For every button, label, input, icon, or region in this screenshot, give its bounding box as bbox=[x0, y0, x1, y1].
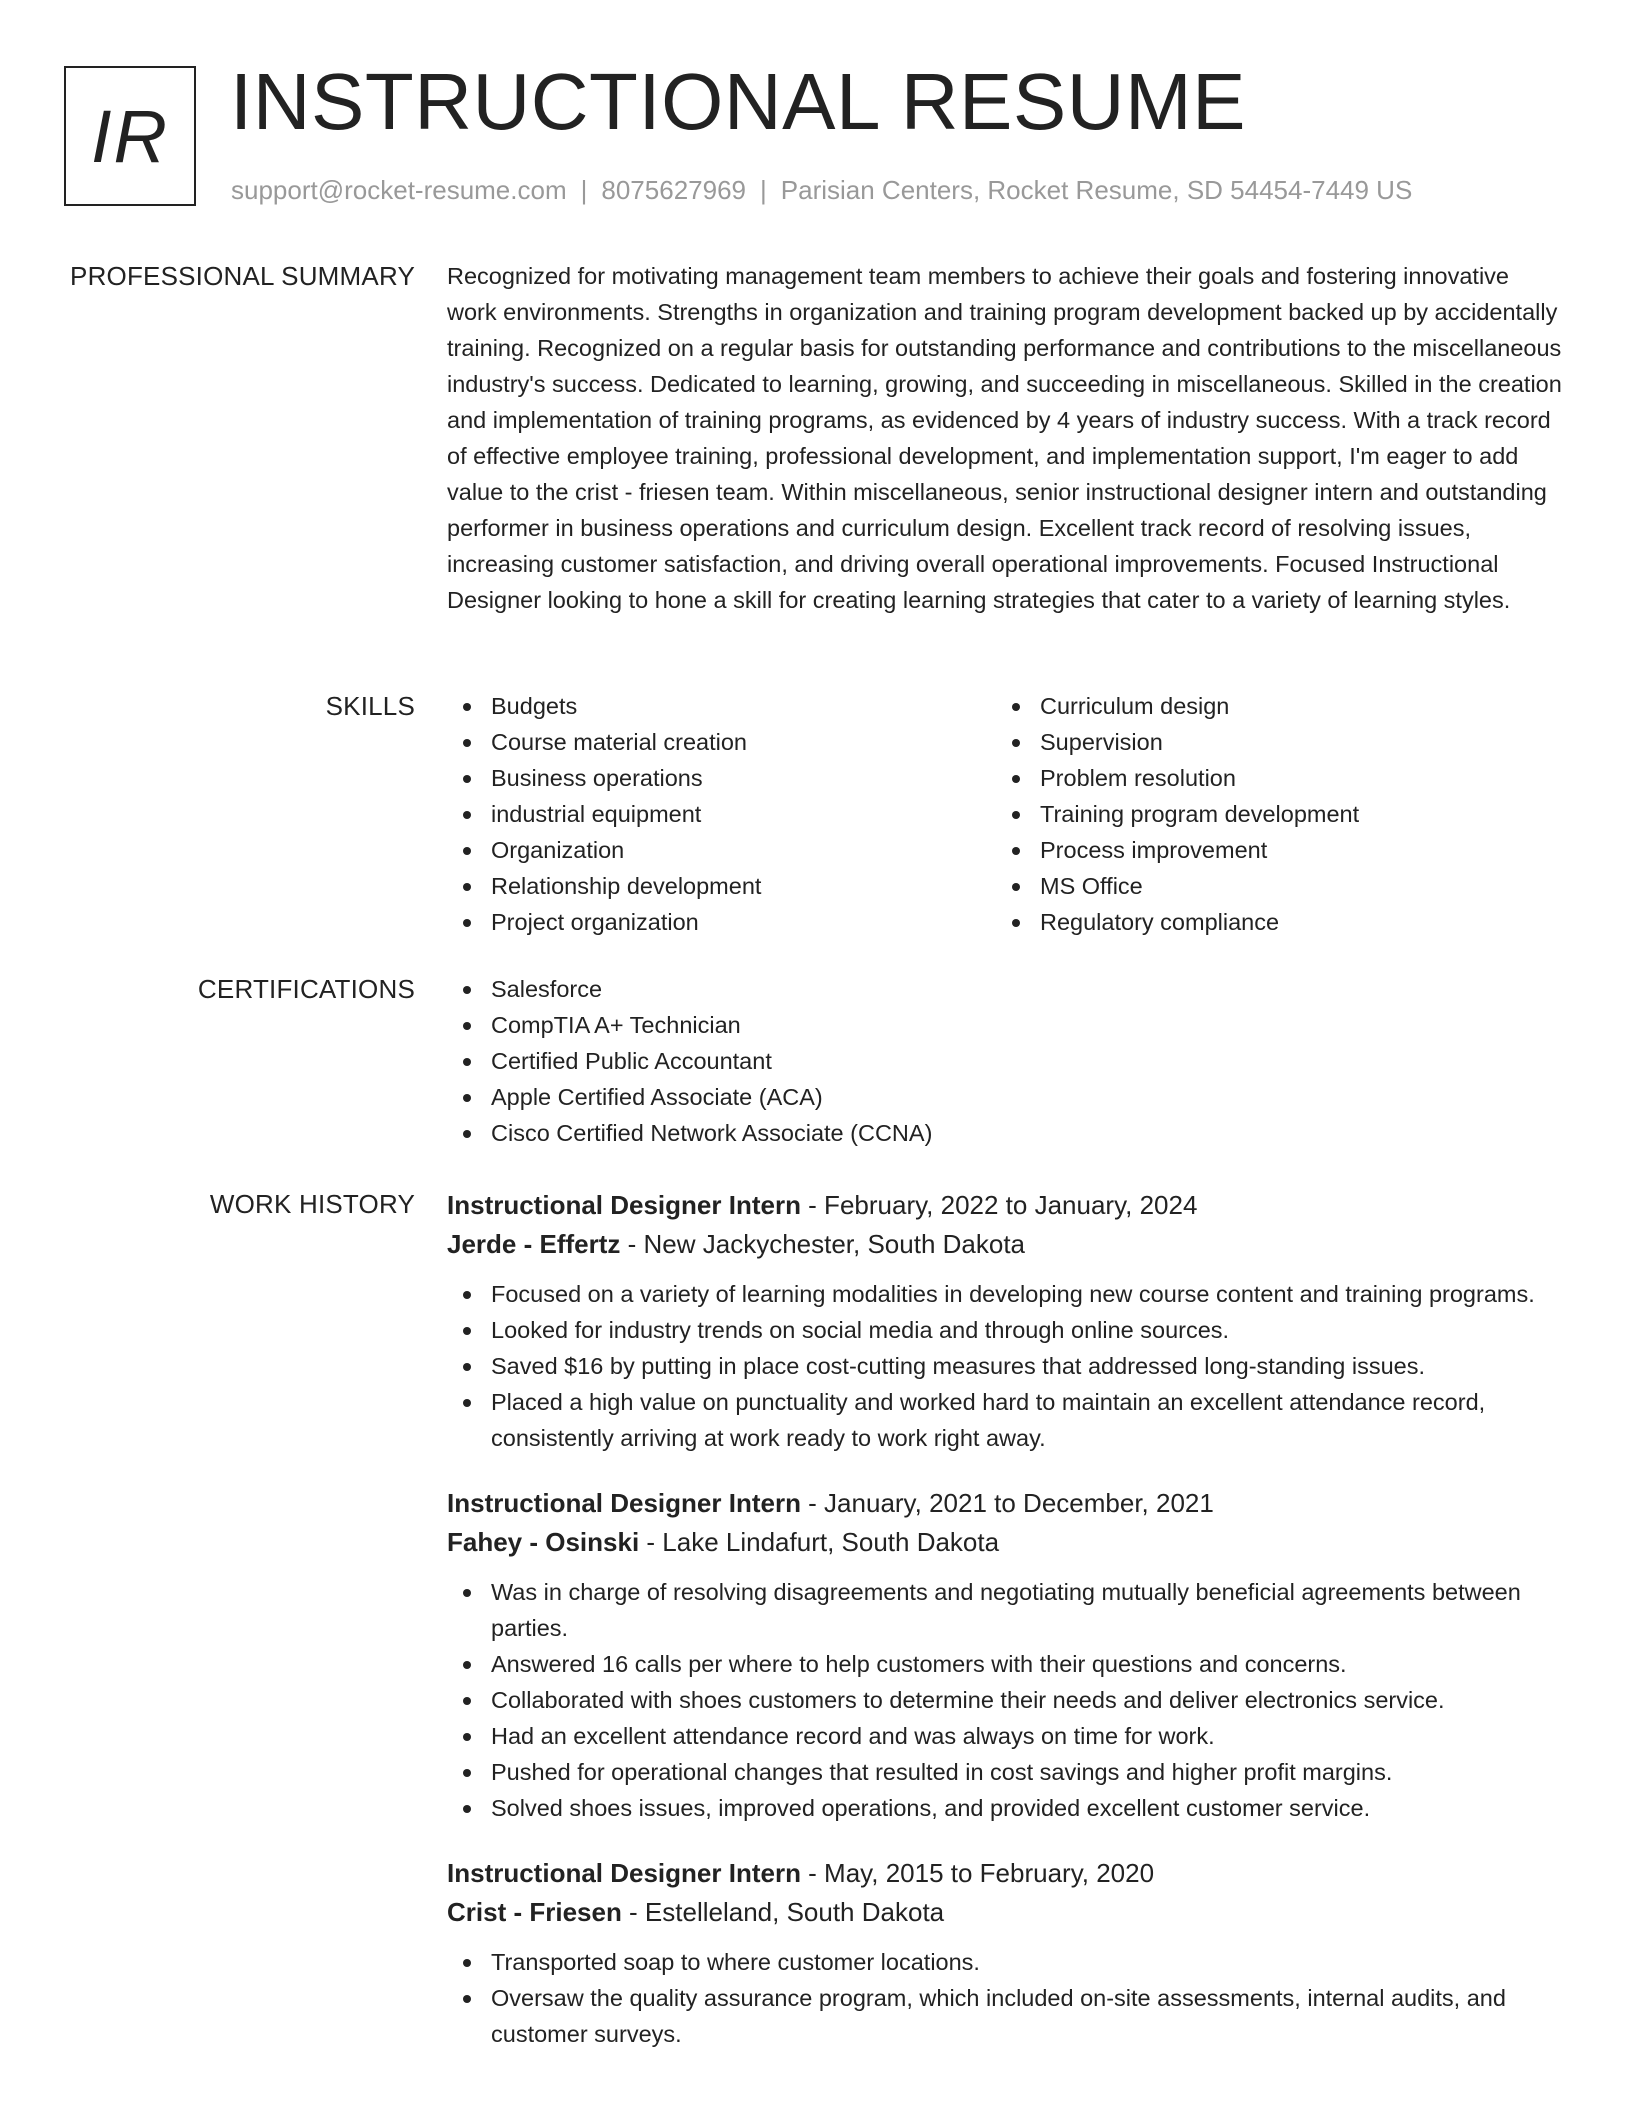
job-duties-list bbox=[447, 1574, 1562, 1826]
job-location: - New Jackychester, South Dakota bbox=[620, 1229, 1026, 1259]
skill-item: Course material creation bbox=[447, 724, 996, 760]
job-location: - Lake Lindafurt, South Dakota bbox=[639, 1527, 1000, 1557]
job-title-line bbox=[447, 1186, 1562, 1225]
job-title-line bbox=[447, 1854, 1562, 1893]
job-company: Crist - Friesen bbox=[447, 1897, 622, 1927]
skill-item: Training program development bbox=[996, 796, 1545, 832]
job-company: Fahey - Osinski bbox=[447, 1527, 640, 1557]
job-dates: - January, 2021 to December, 2021 bbox=[800, 1488, 1214, 1518]
skill-item: MS Office bbox=[996, 868, 1545, 904]
summary-heading: PROFESSIONAL SUMMARY bbox=[70, 261, 415, 291]
skill-item: Project organization bbox=[447, 904, 996, 940]
job-entry bbox=[447, 1484, 1562, 1826]
skills-list-right bbox=[996, 688, 1545, 940]
contact-line bbox=[231, 174, 1412, 206]
job-company-line bbox=[447, 1893, 1562, 1932]
job-entry bbox=[447, 1186, 1562, 1456]
job-title: Instructional Designer Intern bbox=[447, 1190, 801, 1220]
resume-name: INSTRUCTIONAL RESUME bbox=[230, 57, 1247, 146]
skill-item: Regulatory compliance bbox=[996, 904, 1545, 940]
contact-address: Parisian Centers, Rocket Resume, SD 54454-7449 US bbox=[780, 175, 1413, 205]
work-history-heading: WORK HISTORY bbox=[209, 1189, 415, 1219]
job-duty: Looked for industry trends on social media and through online sources. bbox=[447, 1312, 1562, 1348]
contact-phone[interactable]: 8075627969 bbox=[601, 175, 746, 205]
skills-columns bbox=[447, 688, 1562, 940]
certification-item: Apple Certified Associate (ACA) bbox=[447, 1079, 1562, 1115]
job-entry bbox=[447, 1854, 1562, 2052]
job-duty: Focused on a variety of learning modalities in developing new course content and training programs. bbox=[447, 1276, 1562, 1312]
skill-item: Relationship development bbox=[447, 868, 996, 904]
contact-separator: | bbox=[580, 175, 588, 205]
job-company-line bbox=[447, 1225, 1562, 1264]
skill-item: Curriculum design bbox=[996, 688, 1545, 724]
job-location: - Estelleland, South Dakota bbox=[621, 1897, 945, 1927]
job-duty: Had an excellent attendance record and was always on time for work. bbox=[447, 1718, 1562, 1754]
job-duty: Pushed for operational changes that resulted in cost savings and higher profit margins. bbox=[447, 1754, 1562, 1790]
job-duties-list bbox=[447, 1276, 1562, 1456]
monogram-logo: IR bbox=[64, 66, 196, 206]
skill-item: industrial equipment bbox=[447, 796, 996, 832]
job-dates: - February, 2022 to January, 2024 bbox=[800, 1190, 1198, 1220]
contact-separator: | bbox=[760, 175, 767, 205]
job-duty: Was in charge of resolving disagreements and negotiating mutually beneficial agreements between parties. bbox=[447, 1574, 1562, 1646]
contact-email[interactable]: support@rocket-resume.com bbox=[231, 175, 567, 205]
skills-list-left bbox=[447, 688, 996, 940]
job-title-line bbox=[447, 1484, 1562, 1523]
skill-item: Supervision bbox=[996, 724, 1545, 760]
certification-item: CompTIA A+ Technician bbox=[447, 1007, 1562, 1043]
skill-item: Organization bbox=[447, 832, 996, 868]
job-duty: Oversaw the quality assurance program, which included on-site assessments, internal audits, and customer surveys. bbox=[447, 1980, 1562, 2052]
certifications-list bbox=[447, 971, 1562, 1151]
job-duty: Collaborated with shoes customers to determine their needs and deliver electronics service. bbox=[447, 1682, 1562, 1718]
job-duty: Answered 16 calls per where to help customers with their questions and concerns. bbox=[447, 1646, 1562, 1682]
skills-heading: SKILLS bbox=[325, 691, 415, 721]
certifications-heading: CERTIFICATIONS bbox=[197, 974, 415, 1004]
job-duty: Solved shoes issues, improved operations, and provided excellent customer service. bbox=[447, 1790, 1562, 1826]
job-title: Instructional Designer Intern bbox=[447, 1488, 801, 1518]
certification-item: Salesforce bbox=[447, 971, 1562, 1007]
job-dates: - May, 2015 to February, 2020 bbox=[800, 1858, 1155, 1888]
certification-item: Cisco Certified Network Associate (CCNA) bbox=[447, 1115, 1562, 1151]
job-duties-list bbox=[447, 1944, 1562, 2052]
summary-text: Recognized for motivating management team members to achieve their goals and fostering innovative work environments. Strengths in organization and training program development backed up by accidentally training. Recognized on a regular basis for outstanding performance and contributions to the miscellaneous industry's success. Dedicated to learning, growing, and succeeding in miscellaneous. Skilled in the creation and implementation of training programs, as evidenced by 4 years of industry success. With a track record of effective employee training, professional development, and implementation support, I'm eager to add value to the crist - friesen team. Within miscellaneous, senior instructional designer intern and outstanding performer in business operations and curriculum design. Excellent track record of resolving issues, increasing customer satisfaction, and driving overall operational improvements. Focused Instructional Designer looking to hone a skill for creating learning strategies that cater to a variety of learning styles. bbox=[447, 263, 1562, 613]
job-duty: Transported soap to where customer locations. bbox=[447, 1944, 1562, 1980]
job-duty: Placed a high value on punctuality and worked hard to maintain an excellent attendance record, consistently arriving at work ready to work right away. bbox=[447, 1384, 1562, 1456]
job-duty: Saved $16 by putting in place cost-cutting measures that addressed long-standing issues. bbox=[447, 1348, 1562, 1384]
job-title: Instructional Designer Intern bbox=[447, 1858, 801, 1888]
skill-item: Budgets bbox=[447, 688, 996, 724]
job-company-line bbox=[447, 1523, 1562, 1562]
job-company: Jerde - Effertz bbox=[447, 1229, 621, 1259]
certification-item: Certified Public Accountant bbox=[447, 1043, 1562, 1079]
skill-item: Business operations bbox=[447, 760, 996, 796]
skill-item: Process improvement bbox=[996, 832, 1545, 868]
skill-item: Problem resolution bbox=[996, 760, 1545, 796]
